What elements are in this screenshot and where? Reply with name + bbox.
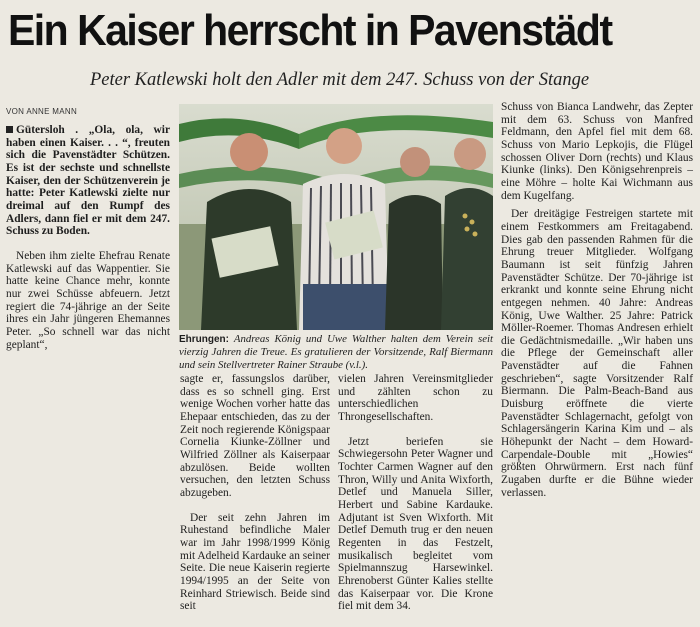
byline: VON ANNE MANN bbox=[6, 107, 78, 116]
lead-paragraph bbox=[6, 124, 170, 238]
col4-paragraph-2: Der dreitägige Festreigen startete mit einem Festkommers am Freitagabend. Dies gab den passenden Rahmen für die Ehrung treuer Mitglieder. Wolfgang Baumann ist seit fünfzig Jahren Pavenstädter Schütze. Der 70-jährige ist erkrankt und konnte seine Ehrung nicht entgegen nehmen. 40 Jahre: Andreas König, Uwe Walther. 25 Jahre: Patrick Möller-Roemer. Thomas Andresen erhielt die Gedächtnismedaille. „Wir haben uns die Pflege der Gemeinschaft aller Pavenstädter auf die Fahnen geschrieben“, sagte Vorsitzender Ralf Biermann. Die Palm-Beach-Band aus Duisburg eröffnete die vierte Pavenstädter Schlagernacht, gefolgt von Schlagersängerin Karina Kim und – als Höhepunkt der Nacht – dem Howard-Carpendale-Double mit „Howies“ größten Ohrwürmern. Erst nach fünf Zugaben durfte er die Bühne wieder verlassen. bbox=[501, 208, 693, 499]
column-4 bbox=[501, 101, 693, 499]
subheadline: Peter Katlewski holt den Adler mit dem 247. Schuss von der Stange bbox=[90, 70, 590, 90]
headline: Ein Kaiser herrscht in Pavenstädt bbox=[8, 6, 612, 55]
caption-label: Ehrungen: bbox=[179, 334, 229, 345]
column-1 bbox=[6, 124, 170, 351]
col4-paragraph-1: Schuss von Bianca Landwehr, das Zepter mit dem 63. Schuss von Manfred Feldmann, den Apfel fiel mit dem 68. Schuss von Mario Lepkojis, die Flügel schossen Oliver Dorn (rechts) und Klaus Kiunke (links). Den Königsehrenpreis – eine Möhre – holte Kai Wichmann aus dem Kugelfang. bbox=[501, 101, 693, 202]
caption-text: Andreas König und Uwe Walther halten dem Verein seit vierzig Jahren die Treue. Es gratulieren der Vorsitzende, Ralf Biermann und sein Stellvertreter Rainer Straube (v.l.). bbox=[179, 333, 493, 371]
column-2 bbox=[180, 373, 330, 613]
col3-paragraph-2: Jetzt beriefen sie Schwiegersohn Peter Wagner und Tochter Carmen Wagner auf den Thron, Willy und Anita Wixforth, Detlef und Manuela Siller, Herbert und Sabine Kardauke. Adjutant ist Sven Wixforth. Mit Detlef Demuth trug er den neuen Regenten in das Festzelt, musikalisch begleitet vom Spielmannszug Harsewinkel. Ehrenoberst Günter Kalies stellte das Kaiserpaar vor. Die Krone fiel mit dem 34. bbox=[338, 435, 493, 613]
col1-paragraph-2: Neben ihm zielte Ehefrau Renate Katlewski auf das Wappentier. Sie hatte keine Chance mehr, konnte nur zwei Schüsse abfeuern. Jetzt regiert die 74-jährige an der Seite ihres ein Jahr jüngeren Ehemannes Peter. „So schnell war das nicht geplant“, bbox=[6, 249, 170, 351]
column-3 bbox=[338, 373, 493, 613]
col2-paragraph-2: Der seit zehn Jahren im Ruhestand befindliche Maler war im Jahr 1998/1999 König mit Adelheid Kardauke an seiner Seite. Die neue Kaiserin regierte 1994/1995 an der Seite von Reinhard Striewisch. Beide sind seit bbox=[180, 511, 330, 613]
group-portrait-image bbox=[179, 104, 493, 330]
bullet-marker-icon bbox=[6, 126, 13, 133]
photo-caption bbox=[179, 333, 493, 371]
col3-paragraph-1: vielen Jahren Vereinsmitglieder und zählten schon zu unterschiedlichen Throngesellschaften. bbox=[338, 373, 493, 423]
lead-text: Gütersloh . „Ola, ola, wir haben einen Kaiser. . . “, freuten sich die Pavenstädter Schützen. Es ist der sechste und schnellste Kaiser, den der Schützenverein je hatte: Peter Katlewski zielte nur dreimal auf den Rumpf des Adlers, dann fiel er mit dem 247. Schuss zu Boden. bbox=[6, 124, 170, 238]
col2-paragraph-1: sagte er, fassungslos darüber, dass es so schnell ging. Erst wenige Wochen vorher hatte das Ehepaar entschieden, das zu der Zeit noch regierende Königspaar Cornelia Kiunke-Zöllner und Wilfried Zöllner als Kaiserpaar abzulösen. Beide wollten versuchen, den letzten Schuss abzugeben. bbox=[180, 373, 330, 499]
article-photo bbox=[179, 104, 493, 330]
